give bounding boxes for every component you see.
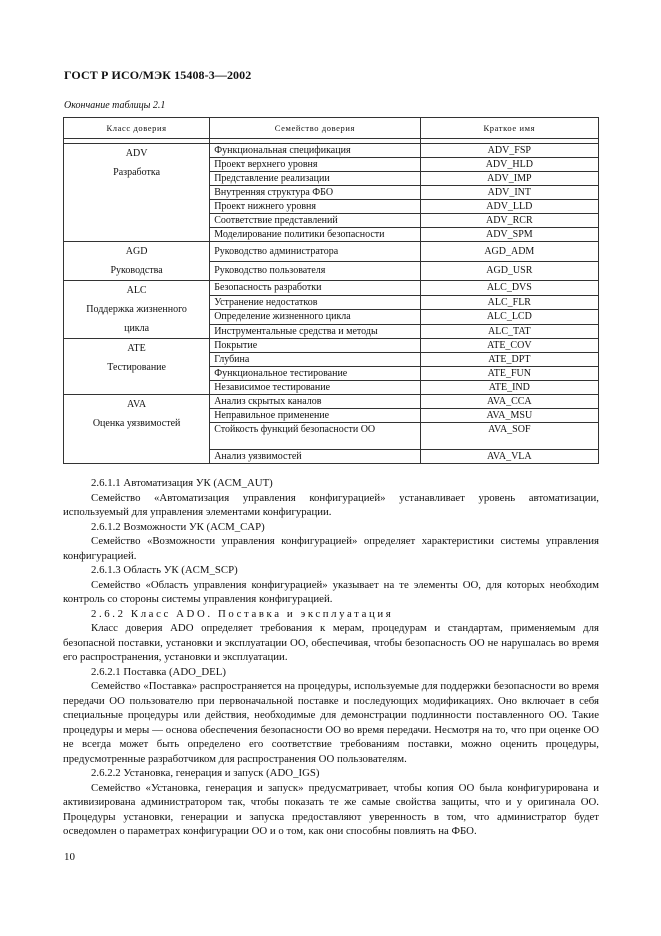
assurance-family-cell: Анализ скрытых каналов — [210, 395, 420, 409]
assurance-family-cell: Инструментальные средства и методы — [210, 324, 420, 339]
paragraph: 2.6.2.1 Поставка (ADO_DEL) — [91, 665, 226, 678]
table-row — [64, 281, 599, 296]
assurance-table — [63, 117, 599, 464]
assurance-family-cell: Моделирование политики безопасности — [210, 228, 420, 242]
assurance-family-cell: Функциональное тестирование — [210, 367, 420, 381]
short-name-cell: ATE_FUN — [420, 367, 598, 381]
document-header: ГОСТ Р ИСО/МЭК 15408-3—2002 — [64, 68, 252, 82]
paragraph: Семейство «Область управления конфигурацией» указывает на те элементы ОО, для которых необходим контроль со стороны системы управления конфигурацией. — [63, 578, 599, 605]
short-name-cell: ALC_FLR — [420, 295, 598, 310]
short-name-cell: ADV_IMP — [420, 172, 598, 186]
assurance-class-cell — [64, 242, 210, 281]
assurance-family-cell: Устранение недостатков — [210, 295, 420, 310]
assurance-family-cell: Неправильное применение — [210, 409, 420, 423]
short-name-cell: ADV_FSP — [420, 144, 598, 158]
paragraph: 2.6.1.2 Возможности УК (ACM_CAP) — [91, 520, 265, 533]
assurance-class-label: ATE — [127, 343, 146, 354]
assurance-family-cell: Руководство администратора — [210, 242, 420, 262]
assurance-class-label: Разработка — [113, 167, 161, 178]
paragraph: Семейство «Установка, генерация и запуск» предусматривает, чтобы копия ОО была конфигурирована и активизирована администратором так, чтобы показать те же самые свойства защиты, что и у оригинала ОО. Процедуры установки, генерации и запуска предоставляют уверенность в том, что администратор будет осведомлен о параметрах конфигурации ОО и о том, как они способны повлиять на ФБО. — [63, 781, 599, 837]
short-name-cell: ALC_LCD — [420, 310, 598, 325]
short-name-cell: AGD_USR — [420, 261, 598, 281]
assurance-family-cell: Представление реализации — [210, 172, 420, 186]
paragraph: Семейство «Поставка» распространяется на процедуры, используемые для поддержки безопасности во время передачи ОО пользователю при первоначальной поставке и последующих модификациях. Оно включает в себя специальные процедуры или действия, необходимые для демонстрации подлинности поставленного ОО. Такие процедуры и меры — основа обеспечения безопасности ОО во время передачи. Несмотря на то, что при оценке ОО не всегда может быть определено его соответствие требованиям поставки, можно оценить процедуры, предусмотренные разработчиком для распространения ОО пользователям. — [63, 680, 599, 765]
assurance-family-cell: Покрытие — [210, 339, 420, 353]
header-abbr: Краткое имя — [420, 118, 598, 139]
assurance-family-cell: Определение жизненного цикла — [210, 310, 420, 325]
assurance-class-label: AVA — [127, 399, 147, 410]
page-number: 10 — [64, 851, 75, 863]
assurance-family-cell: Анализ уязвимостей — [210, 450, 420, 464]
assurance-family-cell: Стойкость функций безопасности ОО — [210, 423, 420, 450]
assurance-class-label: AGD — [125, 246, 148, 257]
assurance-family-cell: Соответствие представлений — [210, 214, 420, 228]
short-name-cell: AGD_ADM — [420, 242, 598, 262]
short-name-cell: ATE_DPT — [420, 353, 598, 367]
short-name-cell: ATE_IND — [420, 381, 598, 395]
short-name-cell: AVA_CCA — [420, 395, 598, 409]
assurance-class-label: Оценка уязвимостей — [92, 418, 181, 429]
short-name-cell: ALC_DVS — [420, 281, 598, 296]
paragraph: Класс доверия ADO определяет требования к мерам, процедурам и стандартам, применяемым для безопасной поставки, установки и эксплуатации ОО, обеспечивая, чтобы безопасность ОО не нарушалась во время его распространения, установки и эксплуатации. — [63, 622, 599, 663]
short-name-cell: ADV_SPM — [420, 228, 598, 242]
table-row — [64, 144, 599, 158]
header-class: Класс доверия — [64, 118, 210, 139]
short-name-cell: ATE_COV — [420, 339, 598, 353]
assurance-class-label: ALC — [126, 285, 147, 296]
header-family: Семейство доверия — [210, 118, 420, 139]
table-row — [64, 395, 599, 409]
short-name-cell: ALC_TAT — [420, 324, 598, 339]
short-name-cell: ADV_RCR — [420, 214, 598, 228]
assurance-family-cell: Независимое тестирование — [210, 381, 420, 395]
table-caption: Окончание таблицы 2.1 — [64, 100, 166, 111]
short-name-cell: AVA_SOF — [420, 423, 598, 450]
assurance-class-label: цикла — [124, 323, 150, 334]
assurance-class-cell — [64, 144, 210, 242]
paragraph: 2.6.1.1 Автоматизация УК (ACM_AUT) — [91, 477, 273, 489]
paragraph: Семейство «Возможности управления конфигурацией» определяет характеристики системы управления конфигурацией. — [63, 535, 599, 562]
short-name-cell: ADV_LLD — [420, 200, 598, 214]
table-row — [64, 339, 599, 353]
assurance-family-cell: Функциональная спецификация — [210, 144, 420, 158]
short-name-cell: AVA_VLA — [420, 450, 598, 464]
assurance-family-cell: Проект нижнего уровня — [210, 200, 420, 214]
paragraph: 2.6.1.3 Область УК (ACM_SCP) — [91, 564, 238, 576]
assurance-family-cell: Внутренняя структура ФБО — [210, 186, 420, 200]
assurance-class-label: Руководства — [110, 265, 163, 276]
assurance-class-label: ADV — [125, 148, 148, 159]
assurance-class-label: Тестирование — [107, 362, 166, 373]
assurance-class-cell — [64, 281, 210, 339]
body-text — [63, 476, 599, 839]
short-name-cell: ADV_INT — [420, 186, 598, 200]
table-body — [64, 139, 599, 464]
short-name-cell: AVA_MSU — [420, 409, 598, 423]
assurance-family-cell: Глубина — [210, 353, 420, 367]
table-row — [64, 242, 599, 262]
assurance-family-cell: Безопасность разработки — [210, 281, 420, 296]
short-name-cell: ADV_HLD — [420, 158, 598, 172]
assurance-class-cell — [64, 339, 210, 395]
assurance-family-cell: Проект верхнего уровня — [210, 158, 420, 172]
assurance-class-cell — [64, 395, 210, 464]
assurance-class-label: Поддержка жизненного — [86, 304, 187, 315]
paragraph: 2.6.2 Класс ADO. Поставка и эксплуатация — [91, 607, 394, 620]
assurance-family-cell: Руководство пользователя — [210, 261, 420, 281]
table-header-row — [64, 118, 599, 139]
paragraph: Семейство «Автоматизация управления конфигурацией» устанавливает уровень автоматизации, используемый для управления элементами конфигурации. — [63, 491, 599, 518]
paragraph: 2.6.2.2 Установка, генерация и запуск (ADO_IGS) — [91, 767, 320, 779]
